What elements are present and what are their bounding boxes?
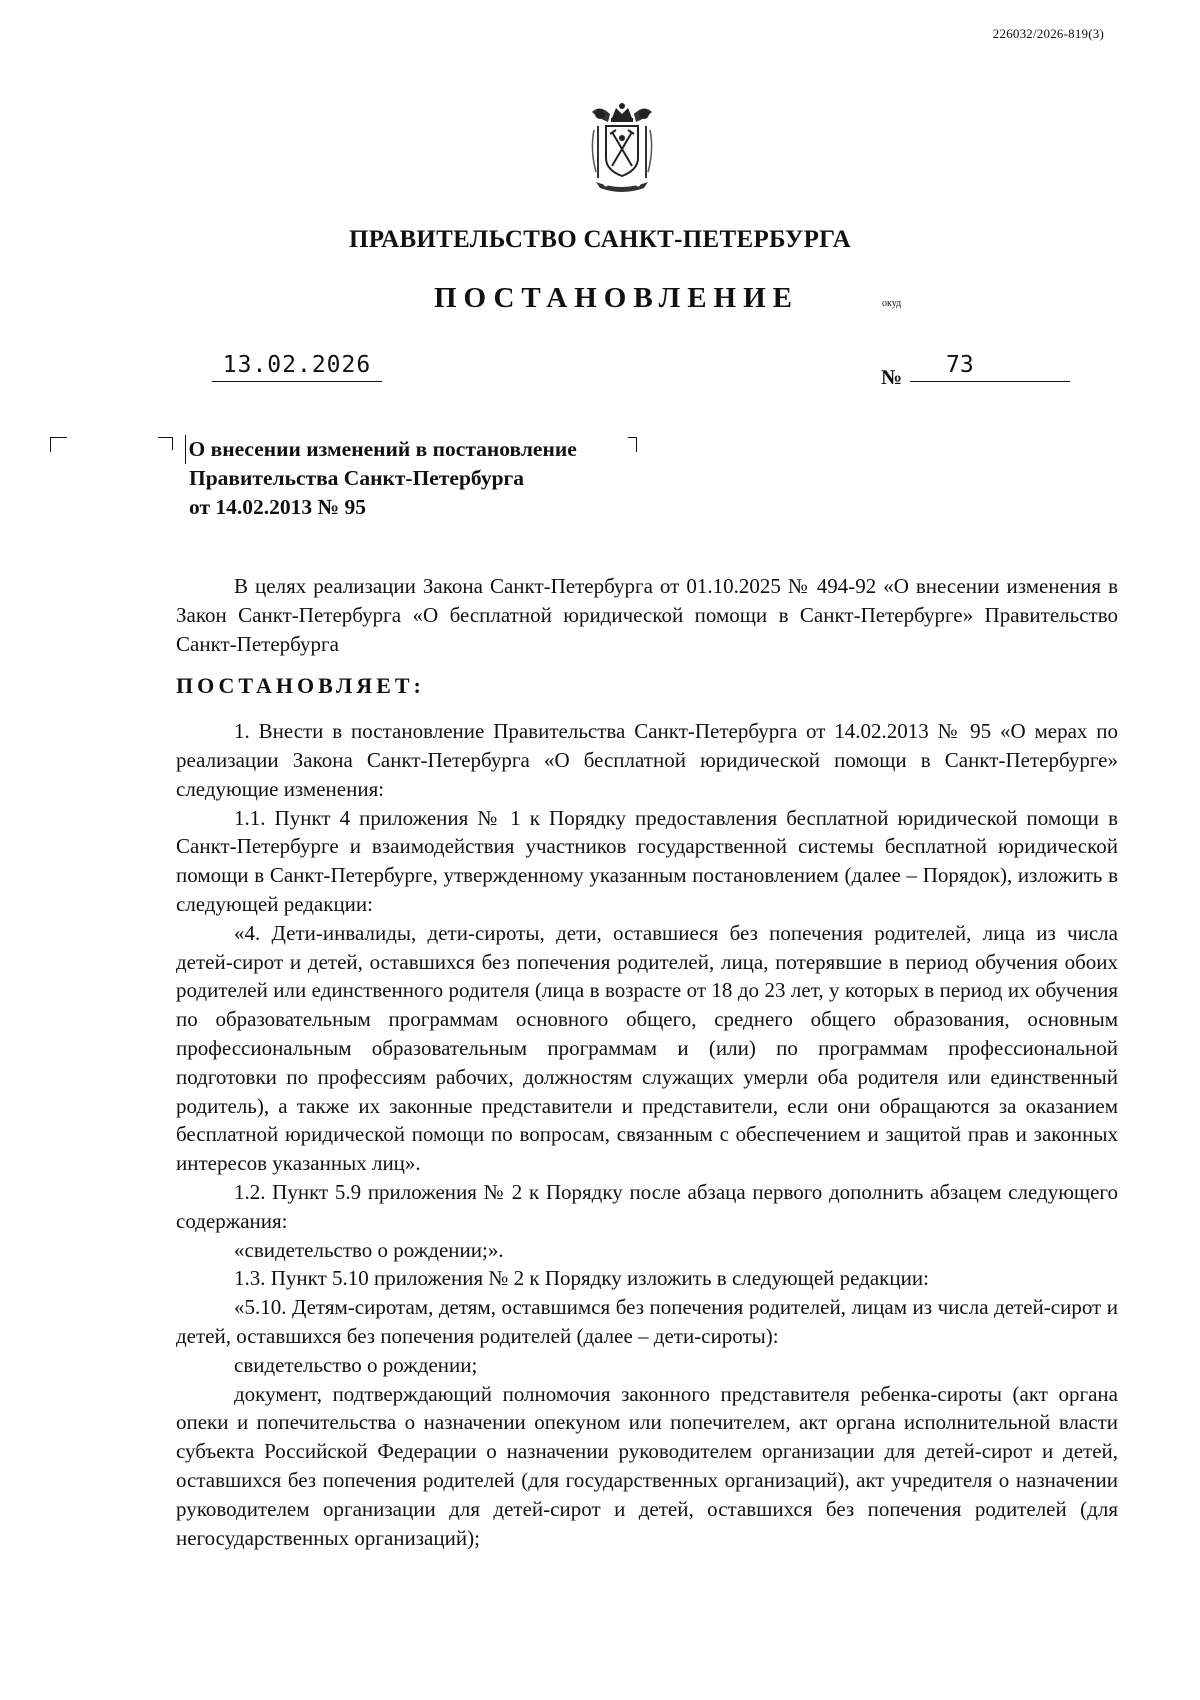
subject-corner-mark-right	[628, 437, 637, 452]
subject-line-1: О внесении изменений в постановление	[185, 435, 577, 464]
body-paragraph: 1.1. Пункт 4 приложения № 1 к Порядку предоставления бесплатной юридической помощи в Санкт-Петербурге и взаимодействия участников государственной системы бесплатной юридической помощи в Санкт-Петербурге, утвержденному указанным постановлением (далее – Порядок), изложить в следующей редакции:	[176, 805, 1118, 916]
government-title: ПРАВИТЕЛЬСТВО САНКТ-ПЕТЕРБУРГА	[348, 226, 852, 253]
decree-type-title: ПОСТАНОВЛЕНИЕ	[434, 282, 800, 314]
number-label: №	[881, 365, 903, 389]
decree-body	[176, 572, 1118, 1552]
body-paragraph: 1.3. Пункт 5.10 приложения № 2 к Порядку изложить в следующей редакции:	[234, 1266, 929, 1291]
body-paragraph: свидетельство о рождении;	[234, 1352, 478, 1377]
decree-subject	[189, 435, 577, 522]
okud-label: окуд	[882, 298, 902, 309]
intro-paragraph: В целях реализации Закона Санкт-Петербурга от 01.10.2025 № 494-92 «О внесении изменения в Закон Санкт-Петербурга «О бесплатной юридической помощи в Санкт-Петербурге» Правительство Санкт-Петербурга	[176, 574, 1118, 656]
subject-corner-mark-left	[158, 437, 173, 450]
body-paragraph: «5.10. Детям-сиротам, детям, оставшимся без попечения родителей, лицам из числа детей-сирот и детей, оставшихся без попечения родителей (далее – дети-сироты):	[176, 1295, 1118, 1348]
subject-line-3: от 14.02.2013 № 95	[189, 495, 367, 519]
resolves-heading: ПОСТАНОВЛЯЕТ:	[176, 673, 425, 699]
body-paragraph: 1. Внести в постановление Правительства Санкт-Петербурга от 14.02.2013 № 95 «О мерах по реализации Закона Санкт-Петербурга «О бесплатной юридической помощи в Санкт-Петербурге» следующие изменения:	[176, 719, 1118, 801]
body-paragraph: документ, подтверждающий полномочия законного представителя ребенка-сироты (акт органа опеки и попечительства о назначении опекуном или попечителем, акт органа исполнительной власти субъекта Российской Федерации о назначении руководителем организации для детей-сирот и детей, оставшихся без попечения родителей (для государственных организаций), акт учредителя о назначении руководителем организации для детей-сирот и детей, оставшихся без попечения родителей (для негосударственных организаций);	[176, 1381, 1118, 1550]
body-paragraph: 1.2. Пункт 5.9 приложения № 2 к Порядку после абзаца первого дополнить абзацем следующего содержания:	[176, 1179, 1118, 1233]
saint-petersburg-coat-of-arms-icon	[586, 100, 658, 196]
decree-number: 73	[910, 352, 1070, 382]
body-paragraph: «4. Дети-инвалиды, дети-сироты, дети, оставшиеся без попечения родителей, лица из числа детей-сирот и детей, оставшихся без попечения родителей, лица, потерявшие в период обучения обоих родителей или единственного родителя (лица в возрасте от 18 до 23 лет, у которых в период их обучения по образовательным программам основного общего, среднего общего образования, основным профессиональным образовательным программам и (или) по программам профессиональной подготовки по профессиям рабочих, должностям служащих умерли оба родителя или единственный родитель), а также их законные представители и представители, если они обращаются за оказанием бесплатной юридической помощи по вопросам, связанным с обеспечением и защитой прав и законных интересов указанных лиц».	[176, 920, 1118, 1176]
decree-date: 13.02.2026	[212, 352, 382, 382]
body-paragraph: «свидетельство о рождении;».	[234, 1237, 504, 1262]
subject-line-2: Правительства Санкт-Петербурга	[189, 466, 525, 490]
document-registration-number: 226032/2026-819(3)	[992, 26, 1104, 41]
left-corner-mark	[50, 437, 67, 452]
